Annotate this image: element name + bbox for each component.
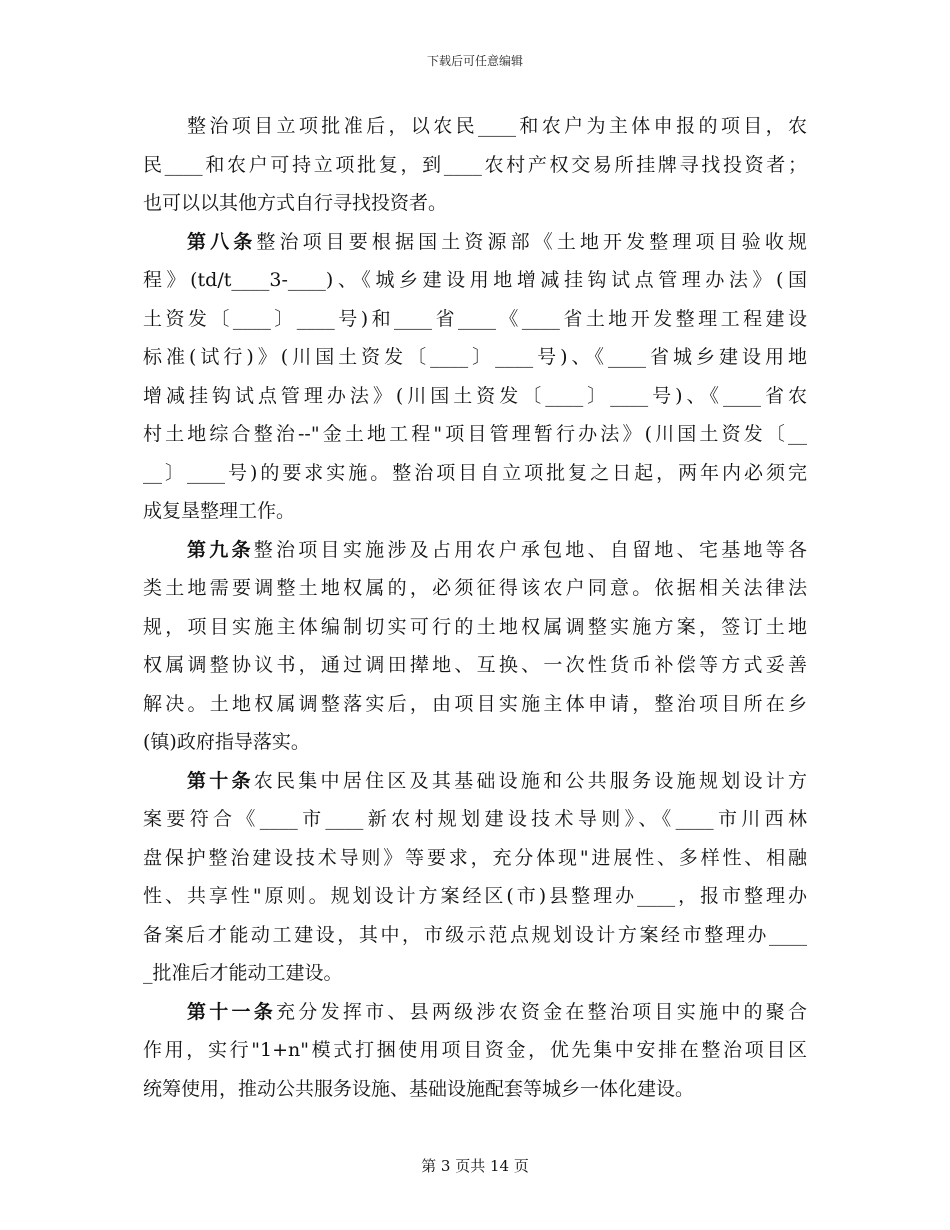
paragraph-article-8: [143, 223, 807, 531]
text-line: 类土地需要调整土地权属的，必须征得该农户同意。依据相关法律法: [143, 577, 807, 599]
text-line: 权属调整协议书，通过调田撵地、互换、一次性货币补偿等方式妥善: [143, 654, 807, 676]
paragraph-article-9: [143, 531, 807, 762]
page-footer: 第 3 页共 14 页: [421, 1157, 529, 1175]
text-span: 农民集中居住区及其基础设施和公共服务设施规划设计方: [253, 769, 807, 792]
text-line: 统筹使用，推动公共服务设施、基础设施配套等城乡一体化建设。: [143, 1077, 695, 1100]
text-line: 整治项目立项批准后，以农民____和农户为主体申报的项目，农: [187, 115, 807, 137]
article-heading: 第十一条: [187, 1000, 277, 1023]
text-line: [143, 531, 807, 570]
text-line: 解决。土地权属调整落实后，由项目实施主体申请，整治项目所在乡: [143, 692, 807, 715]
text-line: 村土地综合整治--"金土地工程"项目管理暂行办法》(川国土资发〔__: [143, 423, 807, 445]
text-line: 增减挂钩试点管理办法》(川国土资发〔____〕____号)、《____省农: [143, 384, 807, 407]
text-span: 充分发挥市、县两级涉农资金在整治项目实施中的聚合: [276, 1000, 807, 1023]
text-line: 成复垦整理工作。: [143, 500, 296, 522]
text-line: __〕____号)的要求实施。整治项目自立项批复之日起，两年内必须完: [143, 461, 807, 484]
text-span: 整治项目实施涉及占用农户承包地、自留地、宅基地等各: [253, 538, 807, 561]
article-heading: 第十条: [187, 769, 254, 792]
text-line: _批准后才能动工建设。: [143, 962, 343, 984]
text-line: 性、共享性"原则。规划设计方案经区(市)县整理办____，报市整理办: [143, 885, 807, 907]
text-line: 规，项目实施主体编制切实可行的土地权属调整实施方案，签订土地: [143, 615, 807, 638]
paragraph-article-10: [143, 762, 807, 993]
text-line: (镇)政府指导落实。: [143, 731, 310, 753]
text-line: [143, 993, 807, 1032]
page-header: 下载后可任意编辑: [426, 54, 523, 68]
text-line: 备案后才能动工建设，其中，市级示范点规划设计方案经市整理办____: [143, 923, 807, 946]
text-line: 土资发〔____〕____号)和____省____《____省土地开发整理工程建设: [143, 307, 807, 330]
text-line: [143, 762, 807, 801]
text-line: 标准(试行)》(川国土资发〔____〕____号)、《____省城乡建设用地: [143, 346, 807, 368]
article-heading: 第八条: [187, 230, 257, 253]
article-heading: 第九条: [187, 538, 254, 561]
text-line: 也可以以其他方式自行寻找投资者。: [143, 192, 448, 214]
text-line: 程》(td/t____3-____)、《城乡建设用地增减挂钩试点管理办法》(国: [143, 269, 807, 291]
document-body: [143, 107, 807, 1108]
paragraph-article-11: [143, 993, 807, 1109]
text-line: 盘保护整治建设技术导则》等要求，充分体现"进展性、多样性、相融: [143, 846, 807, 869]
paragraph-intro: [143, 107, 807, 223]
text-line: 民____和农户可持立项批复，到____农村产权交易所挂牌寻找投资者；: [143, 153, 807, 176]
text-span: 整治项目要根据国土资源部《土地开发整理项目验收规: [256, 230, 807, 253]
text-line: [143, 223, 807, 262]
text-line: 案要符合《____市____新农村规划建设技术导则》、《____市川西林: [143, 808, 807, 830]
text-line: 作用，实行"1+n"模式打捆使用项目资金，优先集中安排在整治项目区: [143, 1039, 807, 1061]
